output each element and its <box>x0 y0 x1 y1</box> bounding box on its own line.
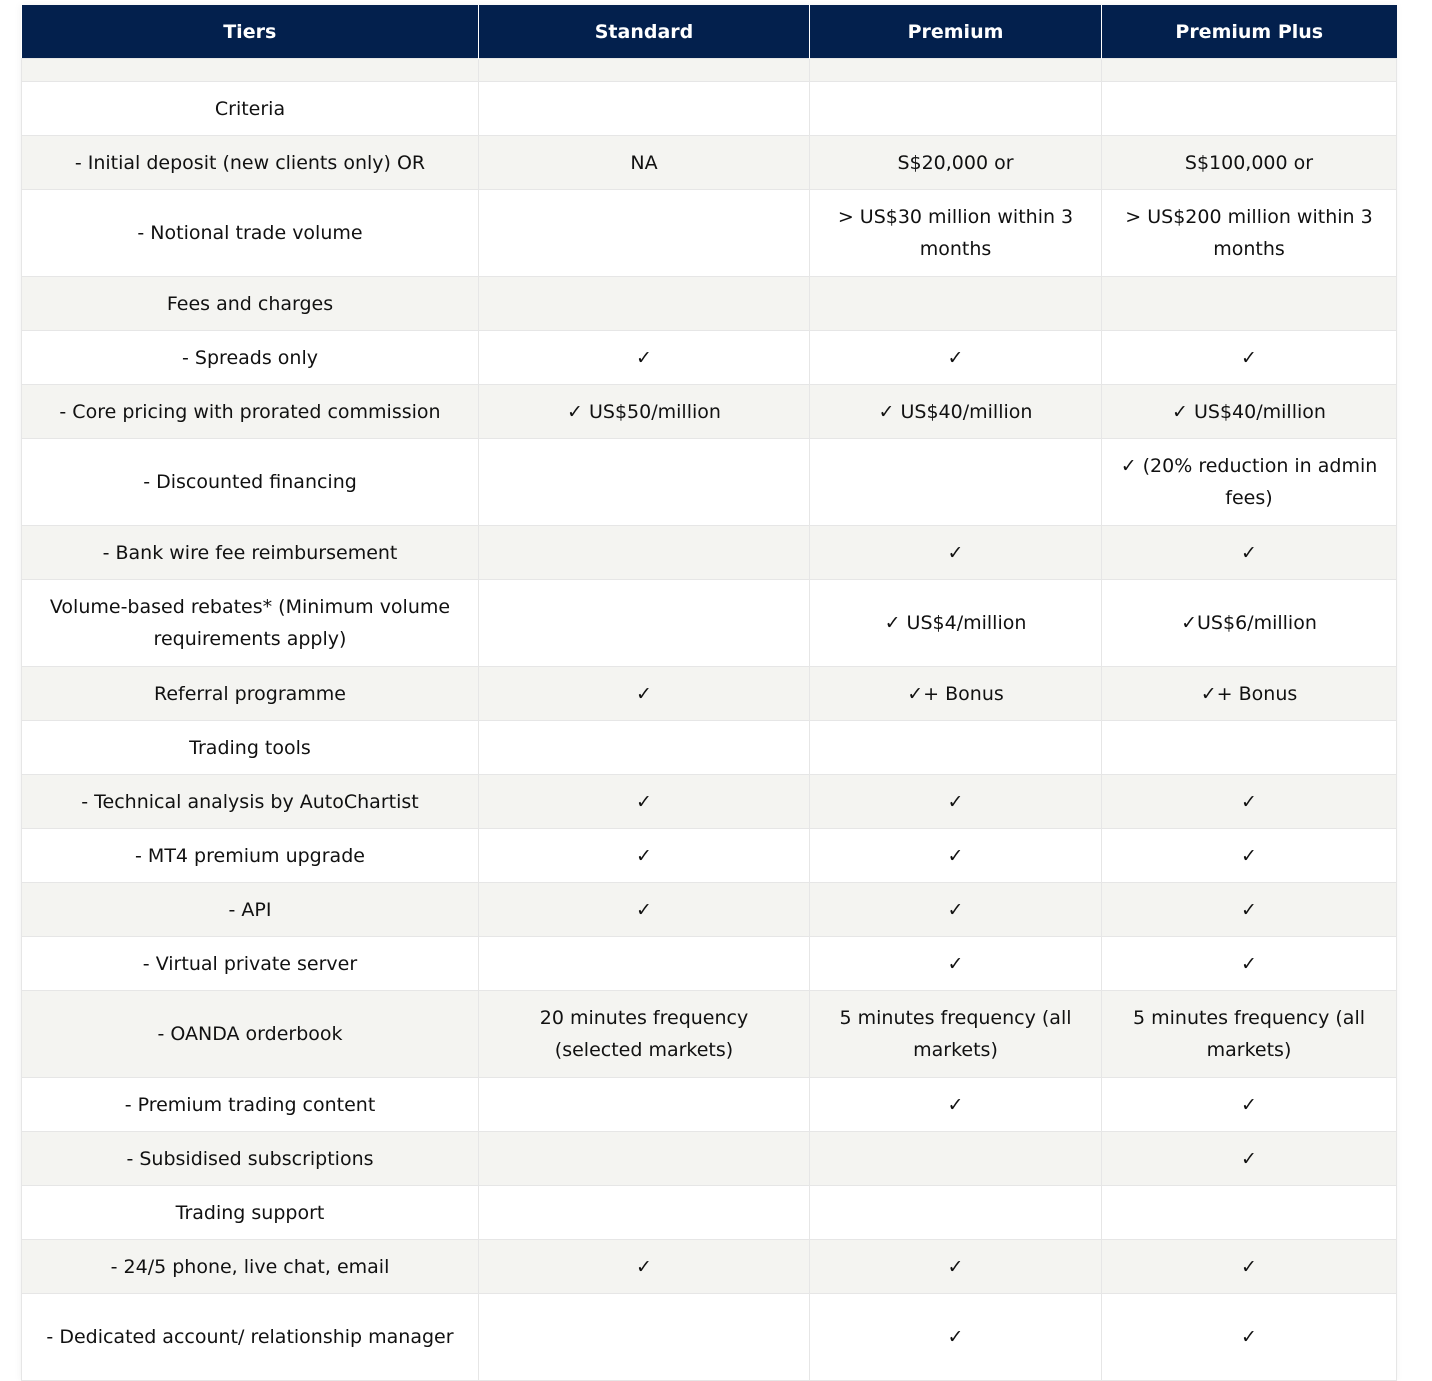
row-label: - Premium trading content <box>22 1078 479 1132</box>
cell-premium: ✓ <box>810 883 1102 937</box>
table-row <box>22 526 1397 580</box>
table-row <box>22 1186 1397 1240</box>
cell-premium: > US$30 million within 3 months <box>810 190 1102 277</box>
cell-premium-plus: S$100,000 or <box>1102 136 1397 190</box>
cell-premium <box>810 277 1102 331</box>
cell-premium: ✓ <box>810 775 1102 829</box>
row-label: - Discounted financing <box>22 439 479 526</box>
header-tiers: Tiers <box>22 5 479 59</box>
spacer-cell <box>22 59 479 82</box>
cell-premium-plus: ✓ <box>1102 1240 1397 1294</box>
row-label: - Core pricing with prorated commission <box>22 385 479 439</box>
row-label: - Dedicated account/ relationship manager <box>22 1294 479 1381</box>
cell-standard: ✓ <box>479 883 810 937</box>
row-label: - Technical analysis by AutoChartist <box>22 775 479 829</box>
cell-premium: 5 minutes frequency (all markets) <box>810 991 1102 1078</box>
cell-standard <box>479 82 810 136</box>
header-premium-plus: Premium Plus <box>1102 5 1397 59</box>
row-label: - Subsidised subscriptions <box>22 1132 479 1186</box>
cell-standard: ✓ <box>479 667 810 721</box>
cell-premium <box>810 1132 1102 1186</box>
cell-standard <box>479 439 810 526</box>
cell-premium: ✓ <box>810 829 1102 883</box>
cell-standard <box>479 1078 810 1132</box>
cell-standard <box>479 190 810 277</box>
table-row <box>22 385 1397 439</box>
table-row <box>22 829 1397 883</box>
row-label: - MT4 premium upgrade <box>22 829 479 883</box>
cell-standard: 20 minutes frequency (selected markets) <box>479 991 810 1078</box>
spacer-cell <box>810 59 1102 82</box>
cell-premium: ✓ <box>810 1078 1102 1132</box>
row-label: - Virtual private server <box>22 937 479 991</box>
cell-standard: ✓ <box>479 331 810 385</box>
table-row <box>22 82 1397 136</box>
spacer-cell <box>1102 59 1397 82</box>
row-label: Criteria <box>22 82 479 136</box>
cell-premium: S$20,000 or <box>810 136 1102 190</box>
cell-standard <box>479 526 810 580</box>
cell-premium-plus: > US$200 million within 3 months <box>1102 190 1397 277</box>
table-row <box>22 1078 1397 1132</box>
table-row <box>22 136 1397 190</box>
table-row <box>22 883 1397 937</box>
row-label: - Initial deposit (new clients only) OR <box>22 136 479 190</box>
cell-premium-plus: ✓ <box>1102 829 1397 883</box>
table-row <box>22 190 1397 277</box>
cell-standard <box>479 277 810 331</box>
row-label: Trading tools <box>22 721 479 775</box>
row-label: Trading support <box>22 1186 479 1240</box>
cell-premium: ✓ US$4/million <box>810 580 1102 667</box>
cell-premium-plus <box>1102 277 1397 331</box>
table-row <box>22 721 1397 775</box>
cell-premium <box>810 721 1102 775</box>
cell-premium-plus: ✓ <box>1102 1078 1397 1132</box>
table-row <box>22 667 1397 721</box>
table-row <box>22 277 1397 331</box>
cell-standard <box>479 1186 810 1240</box>
cell-standard <box>479 580 810 667</box>
cell-premium-plus <box>1102 721 1397 775</box>
header-premium: Premium <box>810 5 1102 59</box>
row-label: Referral programme <box>22 667 479 721</box>
cell-premium-plus: ✓ <box>1102 1132 1397 1186</box>
table-row <box>22 331 1397 385</box>
cell-standard <box>479 1132 810 1186</box>
cell-standard: NA <box>479 136 810 190</box>
table-row <box>22 1132 1397 1186</box>
table-row <box>22 991 1397 1078</box>
cell-premium-plus <box>1102 82 1397 136</box>
cell-premium-plus: ✓ US$40/million <box>1102 385 1397 439</box>
row-label: - API <box>22 883 479 937</box>
cell-premium <box>810 82 1102 136</box>
cell-premium <box>810 439 1102 526</box>
cell-premium-plus: 5 minutes frequency (all markets) <box>1102 991 1397 1078</box>
cell-premium: ✓ <box>810 526 1102 580</box>
header-standard: Standard <box>479 5 810 59</box>
table-row <box>22 580 1397 667</box>
cell-premium-plus <box>1102 1186 1397 1240</box>
cell-premium: ✓ <box>810 1294 1102 1381</box>
table-row <box>22 937 1397 991</box>
cell-standard: ✓ <box>479 1240 810 1294</box>
spacer-cell <box>479 59 810 82</box>
row-label: Fees and charges <box>22 277 479 331</box>
cell-premium-plus: ✓ <box>1102 775 1397 829</box>
cell-standard: ✓ <box>479 829 810 883</box>
row-label: - Notional trade volume <box>22 190 479 277</box>
cell-premium-plus: ✓ <box>1102 883 1397 937</box>
row-label: - Bank wire fee reimbursement <box>22 526 479 580</box>
row-label: Volume-based rebates* (Minimum volume requirements apply) <box>22 580 479 667</box>
cell-premium-plus: ✓ <box>1102 937 1397 991</box>
row-label: - Spreads only <box>22 331 479 385</box>
cell-premium: ✓ <box>810 331 1102 385</box>
cell-premium-plus: ✓ <box>1102 1294 1397 1381</box>
cell-premium-plus: ✓ <box>1102 331 1397 385</box>
table-row <box>22 1240 1397 1294</box>
cell-standard: ✓ US$50/million <box>479 385 810 439</box>
table-row <box>22 439 1397 526</box>
row-label: - 24/5 phone, live chat, email <box>22 1240 479 1294</box>
cell-standard <box>479 1294 810 1381</box>
cell-premium-plus: ✓US$6/million <box>1102 580 1397 667</box>
cell-premium: ✓+ Bonus <box>810 667 1102 721</box>
row-label: - OANDA orderbook <box>22 991 479 1078</box>
cell-standard <box>479 937 810 991</box>
table-spacer-row <box>22 59 1397 82</box>
cell-premium-plus: ✓+ Bonus <box>1102 667 1397 721</box>
cell-premium: ✓ <box>810 937 1102 991</box>
tiers-comparison-table <box>21 5 1397 1381</box>
cell-premium: ✓ US$40/million <box>810 385 1102 439</box>
cell-standard: ✓ <box>479 775 810 829</box>
table-row <box>22 1294 1397 1381</box>
table-header-row <box>22 5 1397 59</box>
cell-standard <box>479 721 810 775</box>
cell-premium-plus: ✓ (20% reduction in admin fees) <box>1102 439 1397 526</box>
tiers-comparison-table-wrapper <box>21 5 1396 1381</box>
table-row <box>22 775 1397 829</box>
cell-premium: ✓ <box>810 1240 1102 1294</box>
cell-premium-plus: ✓ <box>1102 526 1397 580</box>
cell-premium <box>810 1186 1102 1240</box>
